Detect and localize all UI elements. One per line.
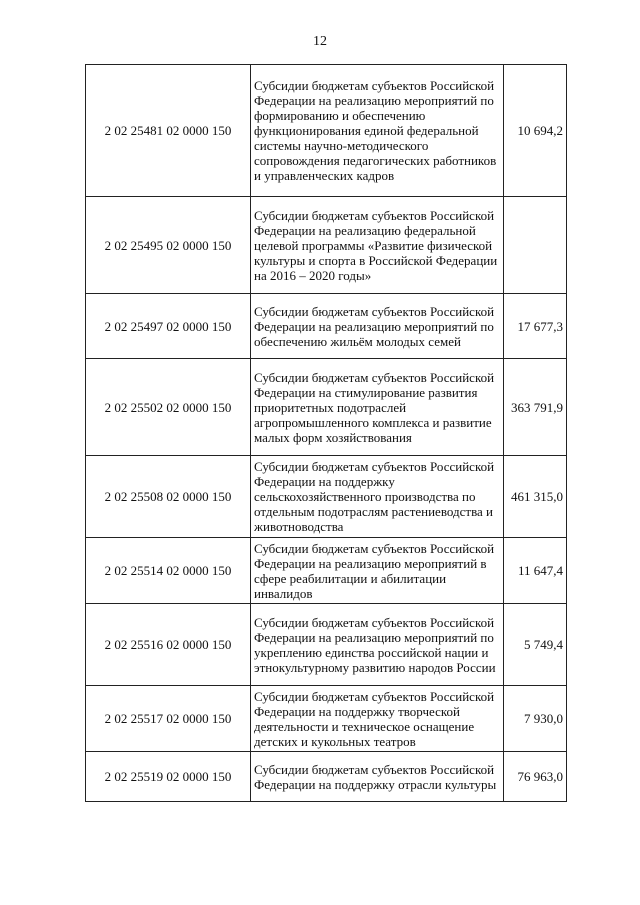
budget-code: 2 02 25517 02 0000 150 xyxy=(86,686,251,752)
amount-value: 7 930,0 xyxy=(504,686,567,752)
amount-value xyxy=(504,197,567,294)
page-number: 12 xyxy=(313,34,327,49)
amount-value: 461 315,0 xyxy=(504,456,567,538)
subsidy-description: Субсидии бюджетам субъектов Российской Федерации на поддержку творческой деятельности и техническое оснащение детских и кукольных театров xyxy=(251,686,504,752)
subsidy-description: Субсидии бюджетам субъектов Российской Федерации на реализацию мероприятий по обеспечению жильём молодых семей xyxy=(251,294,504,359)
amount-value: 11 647,4 xyxy=(504,538,567,604)
table-row xyxy=(86,752,567,802)
subsidy-description: Субсидии бюджетам субъектов Российской Федерации на реализацию мероприятий в сфере реабилитации и абилитации инвалидов xyxy=(251,538,504,604)
table-row xyxy=(86,686,567,752)
budget-code: 2 02 25514 02 0000 150 xyxy=(86,538,251,604)
table-row xyxy=(86,359,567,456)
budget-code: 2 02 25497 02 0000 150 xyxy=(86,294,251,359)
amount-value: 363 791,9 xyxy=(504,359,567,456)
budget-code: 2 02 25495 02 0000 150 xyxy=(86,197,251,294)
table-row xyxy=(86,65,567,197)
amount-value: 5 749,4 xyxy=(504,604,567,686)
table-row xyxy=(86,604,567,686)
budget-code: 2 02 25519 02 0000 150 xyxy=(86,752,251,802)
amount-value: 10 694,2 xyxy=(504,65,567,197)
subsidy-description: Субсидии бюджетам субъектов Российской Федерации на реализацию федеральной целевой программы «Развитие физической культуры и спорта в Российской Федерации на 2016 – 2020 годы» xyxy=(251,197,504,294)
budget-code: 2 02 25516 02 0000 150 xyxy=(86,604,251,686)
amount-value: 76 963,0 xyxy=(504,752,567,802)
table-row xyxy=(86,197,567,294)
budget-code: 2 02 25508 02 0000 150 xyxy=(86,456,251,538)
table-row xyxy=(86,294,567,359)
subsidy-description: Субсидии бюджетам субъектов Российской Федерации на стимулирование развития приоритетных подотраслей агропромышленного комплекса и развитие малых форм хозяйствования xyxy=(251,359,504,456)
budget-code: 2 02 25481 02 0000 150 xyxy=(86,65,251,197)
budget-code: 2 02 25502 02 0000 150 xyxy=(86,359,251,456)
amount-value: 17 677,3 xyxy=(504,294,567,359)
budget-table xyxy=(85,64,567,802)
subsidy-description: Субсидии бюджетам субъектов Российской Федерации на поддержку отрасли культуры xyxy=(251,752,504,802)
subsidy-description: Субсидии бюджетам субъектов Российской Федерации на реализацию мероприятий по укреплению единства российской нации и этнокультурному развитию народов России xyxy=(251,604,504,686)
subsidy-description: Субсидии бюджетам субъектов Российской Федерации на поддержку сельскохозяйственного производства по отдельным подотраслям растениеводства и животноводства xyxy=(251,456,504,538)
subsidy-description: Субсидии бюджетам субъектов Российской Федерации на реализацию мероприятий по формированию и обеспечению функционирования единой федеральной системы научно-методического сопровождения педагогических работников и управленческих кадров xyxy=(251,65,504,197)
table-row xyxy=(86,456,567,538)
table-row xyxy=(86,538,567,604)
